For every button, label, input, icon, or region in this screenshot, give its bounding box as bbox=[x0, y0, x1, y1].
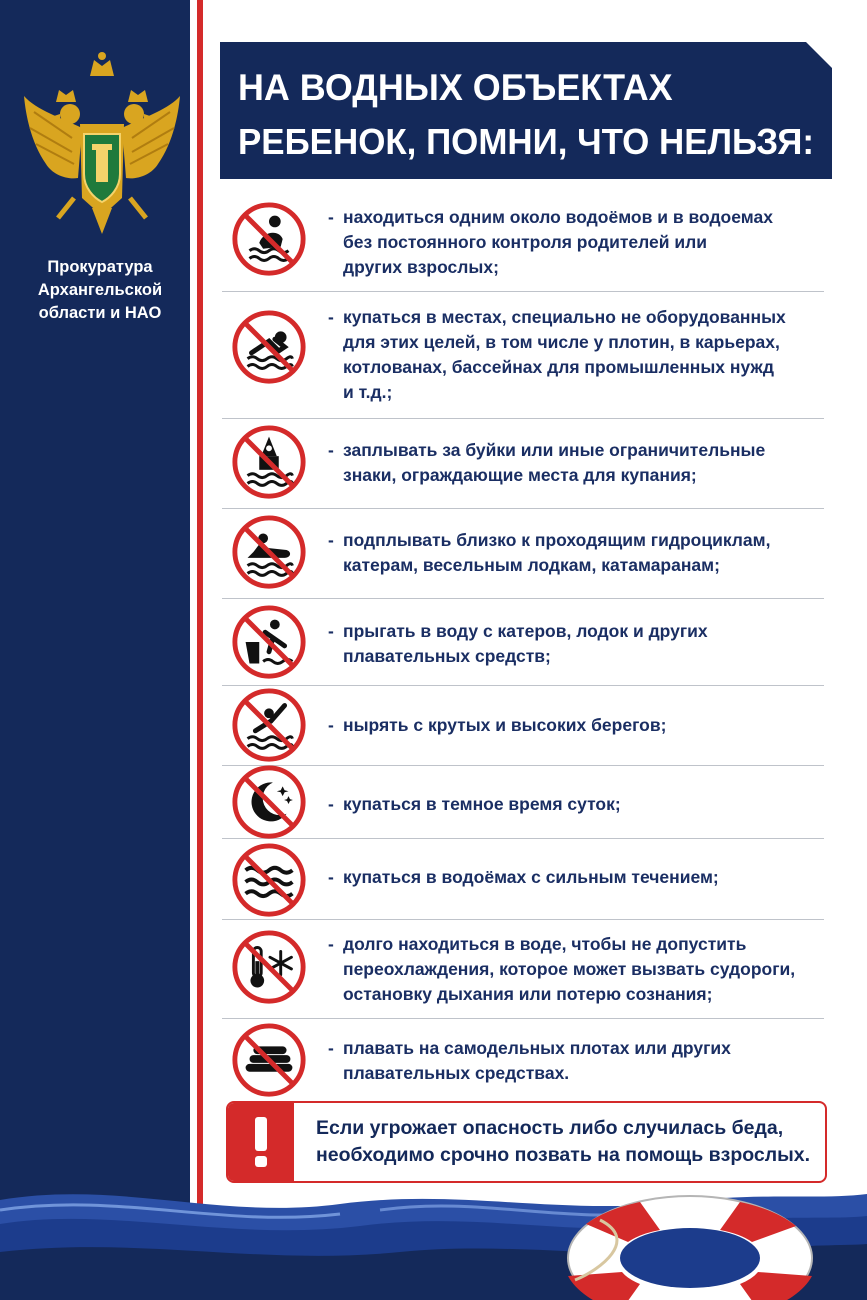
no-jumping-from-boat-icon bbox=[230, 603, 308, 681]
rule-item: - долго находиться в воде, чтобы не допустить переохлаждения, которое может вызвать судороги, остановку дыхания или потерю сознания; bbox=[222, 920, 824, 1019]
rule-text-line: для этих целей, в том числе у плотин, в карьерах, bbox=[343, 332, 780, 352]
rule-text-line: катерам, весельным лодкам, катамаранам; bbox=[343, 555, 720, 575]
exclamation-icon bbox=[228, 1103, 294, 1181]
rule-item: - нырять с крутых и высоких берегов; bbox=[222, 686, 824, 766]
waves-with-life-ring-illustration bbox=[0, 1180, 867, 1300]
rule-text-line: купаться в темное время суток; bbox=[343, 794, 621, 814]
organization-name bbox=[10, 256, 190, 325]
rule-text-line: плавательных средствах. bbox=[343, 1063, 570, 1083]
red-stripe bbox=[197, 0, 203, 1300]
rule-text-line: знаки, ограждающие места для купания; bbox=[343, 465, 697, 485]
organization-line: Прокуратура bbox=[47, 258, 153, 276]
no-swimming-alone-icon bbox=[230, 200, 308, 278]
rule-text-line: переохлаждения, которое может вызвать судороги, bbox=[343, 959, 796, 979]
no-diving-icon bbox=[230, 686, 308, 764]
rule-text-line: котлованах, бассейнах для промышленных нужд bbox=[343, 357, 774, 377]
rule-text-line: плавательных средств; bbox=[343, 646, 551, 666]
rule-item: - заплывать за буйки или иные ограничительные знаки, ограждающие места для купания; bbox=[222, 419, 824, 509]
no-swimming-icon bbox=[230, 308, 308, 386]
rule-item: - подплывать близко к проходящим гидроциклам, катерам, весельным лодкам, катамаранам; bbox=[222, 509, 824, 599]
title-banner bbox=[220, 42, 832, 179]
no-raft-icon bbox=[230, 1021, 308, 1099]
rule-text-line: подплывать близко к проходящим гидроциклам, bbox=[343, 530, 771, 550]
no-night-swimming-icon bbox=[230, 763, 308, 841]
emergency-alert-box bbox=[226, 1101, 827, 1183]
rule-text-line: прыгать в воду с катеров, лодок и других bbox=[343, 621, 708, 641]
white-stripe bbox=[190, 0, 197, 1300]
rule-text-line: и т.д.; bbox=[343, 382, 393, 402]
organization-line: Архангельской bbox=[37, 281, 163, 299]
rule-item: - купаться в местах, специально не оборудованных для этих целей, в том числе у плотин, в карьерах, котлованах, бассейнах для промышленных нужд и т.д.; bbox=[222, 292, 824, 419]
title-line-2: РЕБЕНОК, ПОМНИ, ЧТО НЕЛЬЗЯ: bbox=[238, 121, 814, 162]
rule-text-line: без постоянного контроля родителей или bbox=[343, 232, 707, 252]
no-jetski-approach-icon bbox=[230, 513, 308, 591]
rule-text-line: других взрослых; bbox=[343, 257, 499, 277]
rule-text-line: заплывать за буйки или иные ограничительные bbox=[343, 440, 766, 460]
rule-item: - купаться в водоёмах с сильным течением; bbox=[222, 839, 824, 920]
title-line-1: НА ВОДНЫХ ОБЪЕКТАХ bbox=[238, 67, 673, 108]
rule-item: - находиться одним около водоёмов и в водоемах без постоянного контроля родителей или других взрослых; bbox=[222, 192, 824, 292]
double-headed-eagle-emblem-icon bbox=[22, 48, 182, 238]
rule-text-line: остановку дыхания или потерю сознания; bbox=[343, 984, 713, 1004]
rule-text-line: находиться одним около водоёмов и в водоемах bbox=[343, 207, 773, 227]
no-strong-current-icon bbox=[230, 841, 308, 919]
rule-item: - плавать на самодельных плотах или других плавательных средствах. bbox=[222, 1019, 824, 1097]
rule-item: - прыгать в воду с катеров, лодок и других плавательных средств; bbox=[222, 599, 824, 686]
alert-line: Если угрожает опасность либо случилась беда, bbox=[316, 1117, 784, 1139]
no-buoy-crossing-icon bbox=[230, 423, 308, 501]
rule-text-line: купаться в местах, специально не оборудованных bbox=[343, 307, 786, 327]
rule-item: - купаться в темное время суток; bbox=[222, 766, 824, 839]
rule-text-line: плавать на самодельных плотах или других bbox=[343, 1038, 731, 1058]
rule-text-line: долго находиться в воде, чтобы не допустить bbox=[343, 934, 747, 954]
rule-text-line: нырять с крутых и высоких берегов; bbox=[343, 715, 667, 735]
rule-text-line: купаться в водоёмах с сильным течением; bbox=[343, 867, 719, 887]
organization-line: области и НАО bbox=[38, 304, 162, 322]
alert-line: необходимо срочно позвать на помощь взрослых. bbox=[316, 1144, 811, 1166]
no-hypothermia-icon bbox=[230, 928, 308, 1006]
